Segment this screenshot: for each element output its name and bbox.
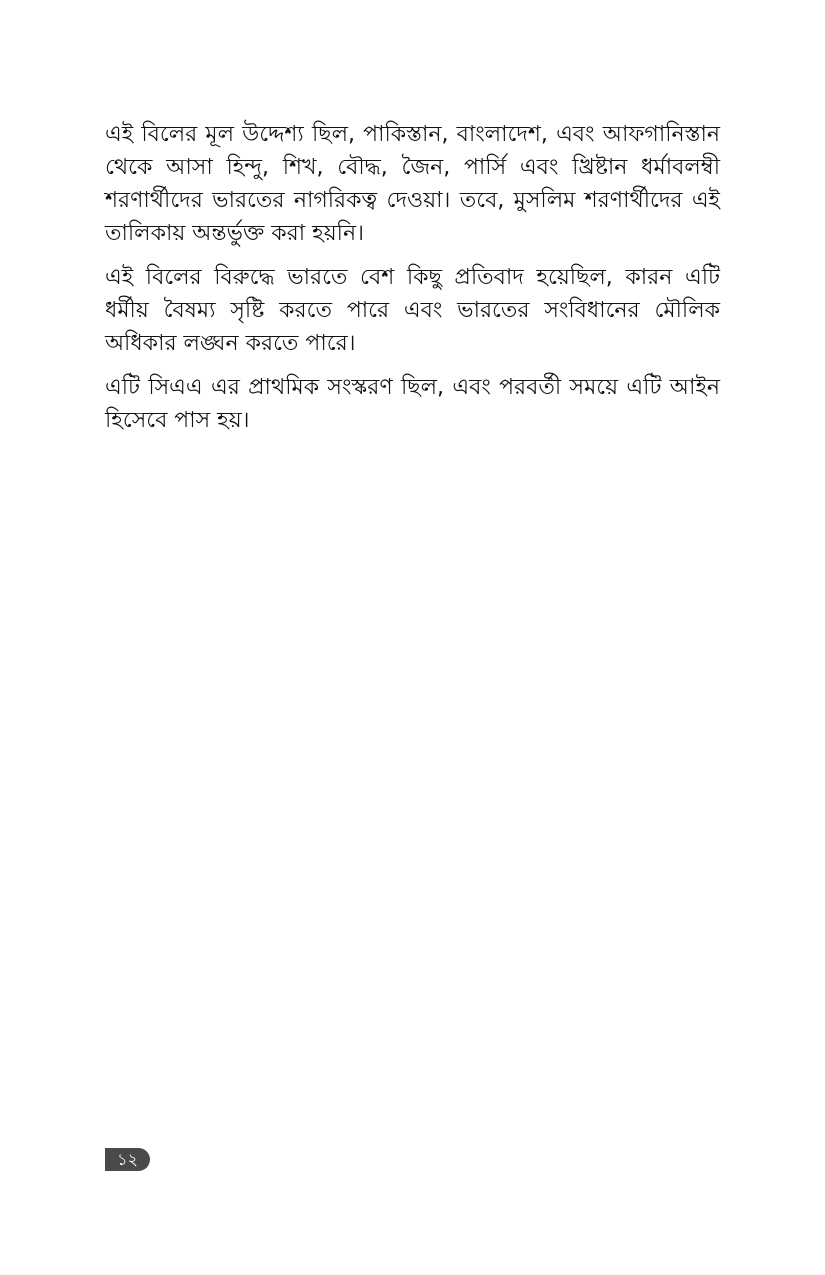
paragraph-1: এই বিলের মূল উদ্দেশ্য ছিল, পাকিস্তান, বাংলাদেশ, এবং আফগানিস্তান থেকে আসা হিন্দু, শিখ, বৌদ্ধ, জৈন, পার্সি এবং খ্রিষ্টান ধর্মাবলম্বী শরণার্থীদের ভারতের নাগরিকত্ব দেওয়া। তবে, মুসলিম শরণার্থীদের এই তালিকায় অন্তর্ভুক্ত করা হয়নি। [105,122,720,246]
page-number-badge: ১২ [105,1148,150,1171]
paragraph-3: এটি সিএএ এর প্রাথমিক সংস্করণ ছিল, এবং পরবর্তী সময়ে এটি আইন হিসেবে পাস হয়। [105,375,720,433]
body-text [105,118,720,448]
paragraph-2: এই বিলের বিরুদ্ধে ভারতে বেশ কিছু প্রতিবাদ হয়েছিল, কারন এটি ধর্মীয় বৈষম্য সৃষ্টি করতে পারে এবং ভারতের সংবিধানের মৌলিক অধিকার লঙ্ঘন করতে পারে। [105,265,720,356]
